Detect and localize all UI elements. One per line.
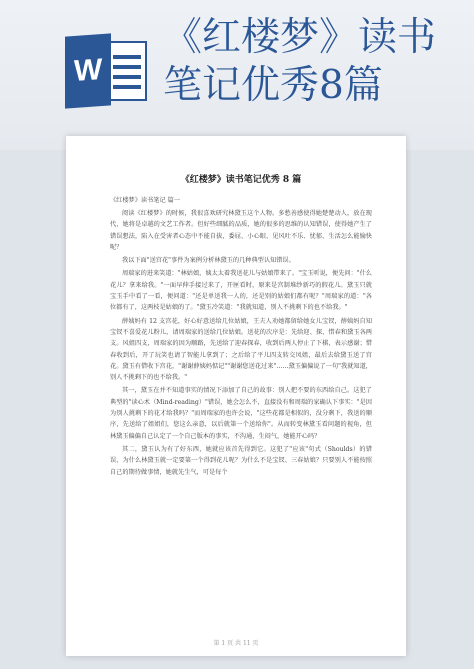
paragraph: 周瑞家的进来笑道："林姑娘，姨太太着我送花儿与姑娘带来了。"宝玉听说，便先问："什么花儿？拿来给我。"一面早伸手接过来了，开匣看时，原来是宫制堆纱新巧的假花儿。黛玉只就宝玉手中看了一看，便问道："还是单送我一人的，还是别的姑娘们都有呢？"周瑞家的道："各位都有了，这两枝是姑娘的了。"黛玉冷笑道："我就知道，别人不挑剩下的也不给我。" xyxy=(110,270,372,312)
page-content xyxy=(110,172,372,480)
paragraph: 我以下面"送宫花"事件为案例分析林黛玉的几种典型认知错误。 xyxy=(122,257,295,265)
page-footer: 第 1 页 共 11 页 xyxy=(213,640,259,647)
page-title: 《红楼梦》读书笔记优秀 8 篇 xyxy=(180,175,302,185)
word-document-icon xyxy=(65,35,149,107)
word-badge: W xyxy=(65,33,111,108)
section-heading: 《红楼梦》读书笔记 篇一 xyxy=(110,197,181,204)
document-title: 《红楼梦》读书笔记优秀8篇 xyxy=(163,15,437,108)
document-page xyxy=(66,136,406,656)
paragraph: 其一，黛玉在并不知道事实的情况下添加了自己的故事：别人把不要的东西给自己。这犯了典型的"读心术（Mind-reading）"错误，她会怎么不，直接没有和周瑞的家确认下事实："是因为别人挑剩下的花才给我吗？"而周瑞家的也许会说，"这些花都是相似的，没分剩下，我送的顺序，先送给了姐姐们，您这么亲意，以后就第一个送给你"。从而转变林黛玉看问题的视角，但林黛玉偏偏自己认定了一个自己版本的事实，不沟通，生闷气，她能开心吗？ xyxy=(110,387,372,440)
paragraph: 阅读《红楼梦》的时候，我很喜欢研究林黛玉这个人物。多愁善感使得她楚楚动人，放在现代，她将是卓越的文艺工作者。但好些细腻的品质，她的很多的思维的认知错误，使得她产生了错误想法，陷入在受害者心态中不能自拔，委屈、小心眼、见风吐不乐、忧郁，生活怎么能愉快呢？ xyxy=(110,210,372,251)
paragraph: 其二，黛玉认为有了好东西，她就应该首先得到它。这犯了"应该"句式（Shoulds）的错误，为什么林黛玉就一定要第一个得到花儿呢？为什么不是宝钗、三春姑娘？只要别人不能按照自己的期待做事情，她就先生气，可是每个 xyxy=(110,445,372,476)
paragraph: 薛姨妈有 12 支宫花，好心好意送给几位姑娘，王夫人劝她都留给她女儿宝钗，薛姨妈自知宝钗不喜爱花儿粉儿，请周瑞家的送给几位姑娘。送花的次序是：先给迎、探、惜春和黛玉各两支。风姐四支，周瑞家的因为顺路，先送给了迎春探春，收到后两人停止了下棋，表示感谢；惜春收到后，开了玩笑也请了智能儿拿到了；之后给了平儿四支转交凤姐，最后去给黛玉送了宫花。黛玉有借收下宫花，"谢谢薛姨妈惦记""谢谢您送花过来"……黛玉偏偏说了一句"我就知道，别人不挑剩下的也不给我。" xyxy=(110,317,372,382)
